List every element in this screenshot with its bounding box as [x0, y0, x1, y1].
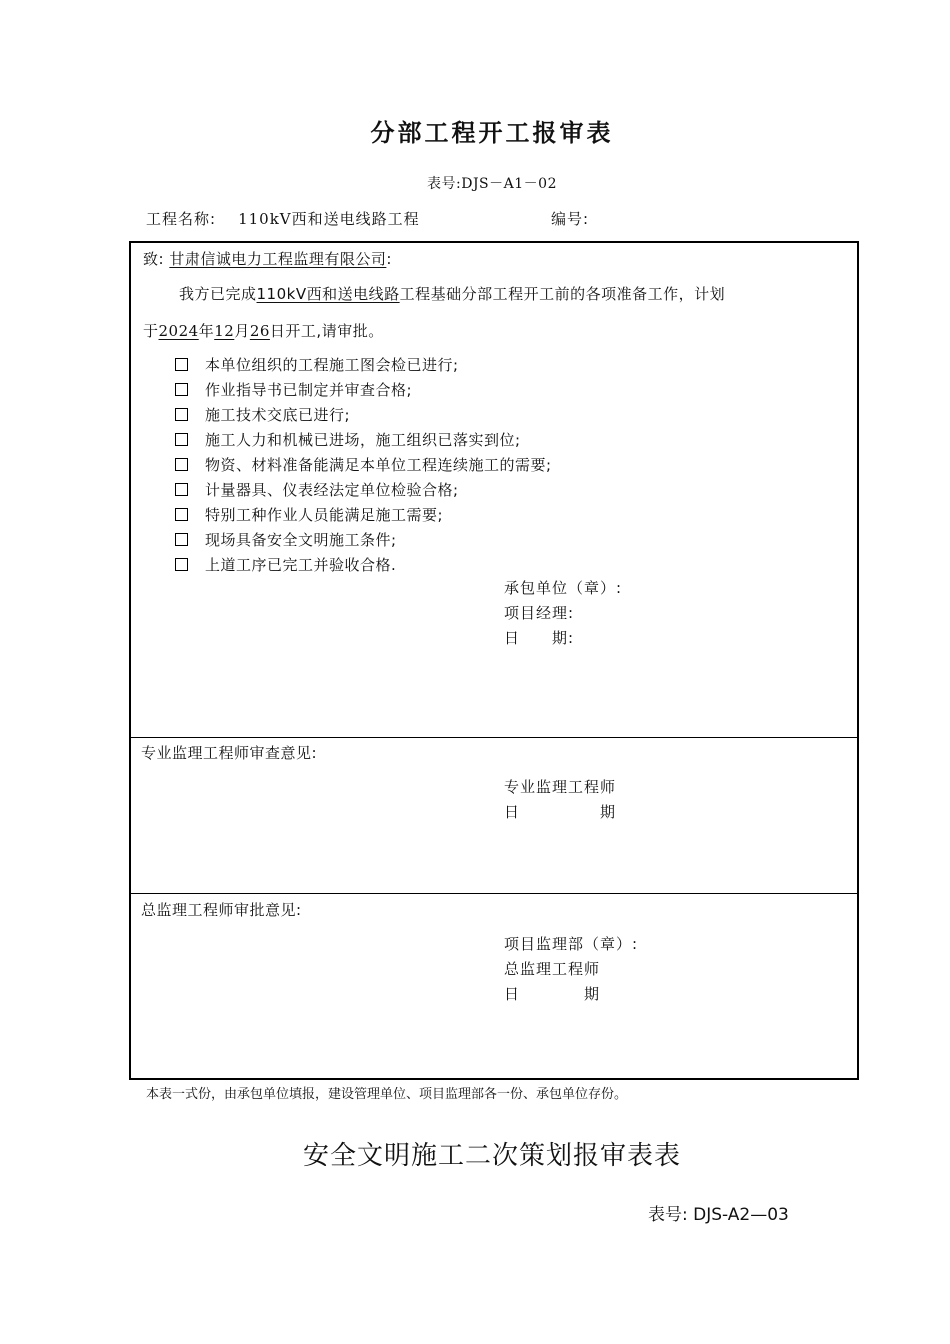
- next-form-number: 表号: DJS-A2—03: [648, 1205, 789, 1225]
- checklist-label: 特别工种作业人员能满足施工需要;: [205, 506, 444, 524]
- checkbox[interactable]: [175, 508, 188, 521]
- chief-engineer-label: 总监理工程师: [504, 960, 601, 978]
- para-text-a: 我方已完成: [179, 285, 257, 303]
- start-year: 2024: [158, 322, 199, 340]
- checkbox[interactable]: [175, 558, 188, 571]
- start-day: 26: [249, 322, 270, 340]
- project-name-label: 工程名称:: [146, 210, 217, 228]
- contractor-seal-label: 承包单位（章）:: [504, 579, 623, 597]
- supervision-dept-seal-label: 项目监理部（章）:: [504, 935, 639, 953]
- form-number: 表号:DJS－A1－02: [427, 176, 557, 192]
- chief-approval-section: [131, 894, 857, 1078]
- para-text-b: 工程基础分部工程开工前的各项准备工作，计划: [399, 285, 726, 303]
- checklist-item[interactable]: [175, 479, 459, 500]
- project-name-value: 110kV西和送电线路工程: [238, 210, 420, 228]
- project-info-row: [146, 208, 590, 229]
- engineer-signature-label: 专业监理工程师: [504, 778, 617, 796]
- checklist-item[interactable]: [175, 529, 397, 550]
- addressee-company: 甘肃信诚电力工程监理有限公司: [169, 250, 387, 268]
- application-paragraph-line1: [179, 283, 725, 304]
- page-title: 分部工程开工报审表: [370, 119, 614, 147]
- footnote: 本表一式份，由承包单位填报，建设管理单位、项目监理部各一份、承包单位存份。: [146, 1087, 628, 1102]
- checklist-item[interactable]: [175, 454, 552, 475]
- date-label: 日 期:: [504, 629, 575, 647]
- addressee-prefix: 致:: [143, 250, 165, 268]
- checkbox[interactable]: [175, 433, 188, 446]
- next-form-title: 安全文明施工二次策划报审表表: [302, 1141, 681, 1171]
- engineer-review-heading: 专业监理工程师审查意见:: [141, 744, 318, 762]
- addressee-line: [143, 248, 392, 269]
- checklist-item[interactable]: [175, 429, 521, 450]
- chief-approval-heading: 总监理工程师审批意见:: [141, 901, 302, 919]
- checklist-item[interactable]: [175, 554, 396, 575]
- checklist-item[interactable]: [175, 404, 350, 425]
- checklist-item[interactable]: [175, 354, 459, 375]
- para-project-name: 110kV西和送电线路: [256, 285, 400, 303]
- application-paragraph-line2: [143, 320, 384, 341]
- application-section: [131, 243, 857, 738]
- engineer-date-label: 日 期: [504, 803, 617, 821]
- checklist-item[interactable]: [175, 504, 443, 525]
- checkbox[interactable]: [175, 383, 188, 396]
- checklist-item[interactable]: [175, 379, 412, 400]
- addressee-suffix: :: [386, 250, 392, 268]
- checklist-label: 作业指导书已制定并审查合格;: [205, 381, 413, 399]
- para-text-c: 于: [143, 322, 159, 340]
- start-month: 12: [214, 322, 235, 340]
- chief-date-label: 日 期: [504, 985, 601, 1003]
- number-label: 编号:: [551, 210, 590, 228]
- approval-form-table: [129, 241, 859, 1080]
- checkbox[interactable]: [175, 533, 188, 546]
- day-text: 日开工,请审批。: [269, 322, 384, 340]
- year-char: 年: [198, 322, 215, 340]
- checklist-label: 计量器具、仪表经法定单位检验合格;: [205, 481, 459, 499]
- checklist-label: 施工人力和机械已进场，施工组织已落实到位;: [205, 431, 521, 449]
- checkbox[interactable]: [175, 408, 188, 421]
- checkbox[interactable]: [175, 458, 188, 471]
- month-char: 月: [234, 322, 250, 340]
- checklist-label: 施工技术交底已进行;: [205, 406, 351, 424]
- checklist-label: 本单位组织的工程施工图会检已进行;: [205, 356, 459, 374]
- project-manager-label: 项目经理:: [504, 604, 575, 622]
- checkbox[interactable]: [175, 358, 188, 371]
- checklist-label: 上道工序已完工并验收合格.: [205, 556, 397, 574]
- engineer-review-section: [131, 738, 857, 894]
- checkbox[interactable]: [175, 483, 188, 496]
- checklist-label: 现场具备安全文明施工条件;: [205, 531, 397, 549]
- checklist-label: 物资、材料准备能满足本单位工程连续施工的需要;: [205, 456, 552, 474]
